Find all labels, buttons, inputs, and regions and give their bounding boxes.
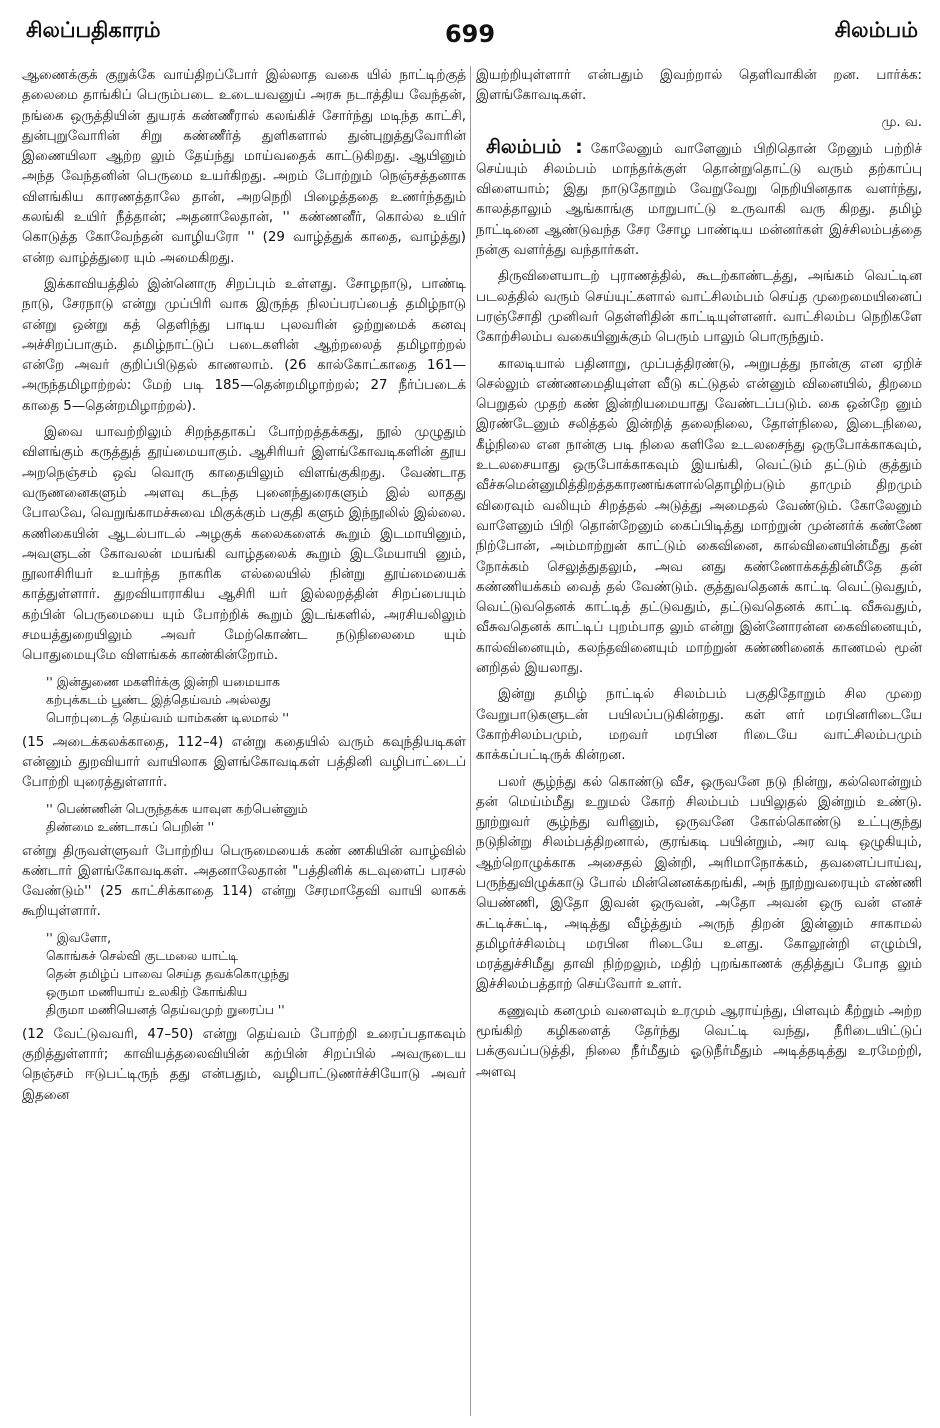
right-column [476,66,922,1418]
entry-text: கோலேனும் வாளேனும் பிறிதொன் றேனும் பற்றிச் செய்யும் சிலம்பம் மாந்தர்க்குள் தொன்றுதொட்டு வரும் தற்காப்பு விளையாம்; இது நாடுதோறும் வேறுவேறு நெறியினதாக வளர்ந்து, காலத்தாலும் ஆங்காங்கு மாறுபாட்டு உருவாகி வரு கிறது. தமிழ் நாட்டினை ஆண்டுவந்த சேர சோழ பாண்டிய மன்னர்கள் இச்சிலம்பத்தை நன்கு வளர்த்து வந்தார்கள். [476,141,922,259]
running-title-left: சிலப்பதிகாரம் [26,18,161,42]
column-divider [470,66,471,1416]
paragraph: (12 வேட்டுவவரி, 47–50) என்று தெய்வம் போற்றி உரைப்பதாகவும் குறித்துள்ளார்; காவியத்தலைவியின் கற்பின் சிறப்பில் அவருடைய நெஞ்சம் ஈடுபட்டிருந் தது என்பதும், வழிபாட்டுணர்ச்சியோடு அவர் இதனை [22,1026,466,1103]
author-initials: மு. வ. [881,114,922,130]
verse-quote: '' இவளோ, கொங்கச் செல்வி குடமலை யாட்டி தென் தமிழ்ப் பாவை செய்த தவக்கொழுந்து ஒருமா மணியாய் உலகிற் கோங்கிய திருமா மணியெனத் தெய்வமுற் றுரைப்ப '' [46,929,290,1017]
paragraph: இவை யாவற்றிலும் சிறந்ததாகப் போற்றத்தக்கது, நூல் முழுதும் விளங்கும் கருத்துத் தூய்மையாகும். ஆசிரியர் இளங்கோவடிகளின் தூய அறநெஞ்சம் ஒவ் வொரு காதையிலும் விளங்குகிறது. வேண்டாத வருணனைகளும் அளவு கடந்த புனைந்துரைகளும் இல் லாதது போலவே, வெறுங்காமச்சுவை மிகுக்கும் பகுதி களும் இந்நூலில் இல்லை. கணிகையின் ஆடல்பாடல் அழகுக் கலைகளைக் கூறும் இடமாயினும், அவளுடன் கோவலன் மயங்கி வாழ்தலைக் கூறும் இடமேயாயி னும், நூலாசிரியர் உயர்ந்த நாகரிக எல்லையில் நின்று தூய்மையைக் காத்துள்ளார். துறவியாராகிய ஆசிரி யர் இல்லறத்தின் சிறப்பையும் கற்பின் பெருமையை யும் போற்றிக் கூறும் இடங்களில், அரசியலிலும் சமயத்துறையிலும் அவர் மேற்கொண்ட நடுநிலைமை யும் பொதுமையுமே விளங்கக் காண்கின்றோம். [22,425,466,664]
paragraph: (15 அடைக்கலக்காதை, 112–4) என்று கதையில் வரும் கவுந்தியடிகள் என்னும் துறவியார் வாயிலாக இளங்கோவடிகள் பத்தினி வழிபாட்டைப் போற்றி யுரைத்துள்ளார். [22,734,466,791]
page-number: 699 [444,20,496,48]
verse-quote: '' இன்துணை மகளிர்க்கு இன்றி யமையாக கற்புக்கடம் பூண்ட இத்தெய்வம் அல்லது பொற்புடைத் தெய்வம் யாம்கண் டிலமால் '' [46,673,290,725]
verse-quote: '' பெண்ணின் பெருந்தக்க யாவுள கற்பென்னும் திண்மை உண்டாகப் பெறின் '' [46,800,308,834]
paragraph: பலர் சூழ்ந்து கல் கொண்டு வீச, ஒருவனே நடு நின்று, கல்லொன்றும் தன் மெய்ம்மீது உறுமல் கோற் சிலம்பம் பயிலுதல் இன்றும் உண்டு. நூற்றுவர் சூழ்ந்து வரினும், ஒருவனே கோல்கொண்டு உட்புகுந்து நடுநின்று சிலம்பத்திறனால், குரங்கடி பயின்றும், அர வடி ஒழுகியும், ஆற்றொழுக்காக அசைதல் இன்றி, அரிமாநோக்கம், தவளைப்பாய்வு, பருந்துவிழுக்காடு போல் மின்னெனக்கறங்கி, அந் நூற்றுவரையும் எண்ணி யெண்ணி, இதோ இவன் ஒருவன், அதோ அவன் ஒரு வன் எனச் சுட்டிச்சுட்டி, அடித்து வீழ்த்தும் அருந் திறன் இன்னும் சாகாமல் தமிழர்ச்சிலம்பு மரபின ரிடையே உளது. கோலூன்றி எழும்பி, மரத்துச்சிமீது தாவி நிற்றலும், மதிற் புறங்காணக் குதித்துப் போத லும் இச்சிலம்பத்தாற் செய்வோர் உளர். [476,774,922,993]
paragraph: கணுவும் கனமும் வளைவும் உரமும் ஆராய்ந்து, பிளவும் கீற்றும் அற்ற மூங்கிற் கழிகளைத் தேர்ந்து வெட்டி வந்து, நீரிடையிட்டுப் பக்குவப்படுத்தி, நிலை நீர்மீதும் ஓடுநீர்மீதும் அடித்தடித்து உரமேற்றி, அளவு [476,1003,922,1080]
left-column [22,66,466,1418]
paragraph: இயற்றியுள்ளார் என்பதும் இவற்றால் தெளிவாகின் றன. பார்க்க: இளங்கோவடிகள். [476,68,922,104]
paragraph: என்று திருவள்ளுவர் போற்றிய பெருமையைக் கண் ணகியின் வாழ்வில் கண்டார் இளங்கோவடிகள். அதனாலேதான் "பத்தினிக் கடவுளைப் பரசல் வேண்டும்'' (25 காட்சிக்காதை 114) என்று சேரமாதேவி வாயி லாகக் கூறியுள்ளார். [22,843,466,920]
paragraph: ஆணைக்குக் குறுக்கே வாய்திறப்போர் இல்லாத வகை யில் நாட்டிற்குத் தலைமை தாங்கிப் பெரும்படை உடையவனுய் அரசு நடாத்திய வேந்தன், நங்கை ஒருத்தியின் துயரக் கண்ணீரால் கலங்கிச் சோர்ந்து மடிந்த காட்சி, துன்புறுவோரின் சிறு கண்ணீர்த் துளிகளால் துன்புறுத்துவோரின் இணையிலா ஆற்ற லும் தேய்ந்து மாய்வதைக் காட்டுகிறது. ஆயினும் அந்த வேந்தனின் பெருமை உயர்கிறது. அறம் போற்றும் நெஞ்சத்தனாக விளங்கிய காரணத்தாலே தான், அறநெறி பிழைத்ததை உணர்ந்ததும் கலங்கி உயிர் நீத்தான்; அதனாலேதான், '' கண்ணனீர், கொல்ல உயிர் கொடுத்த கோவேந்தன் வாழியரோ '' (29 வாழ்த்துக் காதை, வாழ்த்து) என்ற வாழ்த்துரை யும் அமைகிறது. [22,68,466,266]
paragraph: காலடியால் பதினாறு, முப்பத்திரண்டு, அறுபத்து நான்கு என ஏறிச் செல்லும் எண்ணமைதியுள்ள வீடு கட்டுதல் என்னும் வினையில், திறமை பெறுதல் முதற் கண் இன்றியமையாது வேண்டப்படும். கை ஒன்றே னும் இரண்டேனும் சலித்தல் இன்றித் தலைநிலை, தோள்நிலை, இடைநிலை, கீழ்நிலை என நான்கு படி நிலை களிலே உடலசைந்து ஒருபோக்காகவும், உடலசையாது ஒருபோக்காகவும் இயங்கி, வெட்டும் தட்டும் குத்தும் வீச்சுமென்னுமித்திறத்தகாரணங்களால்தொழிற்படும் தாமும் திறமும் விரைவும் வலியும் சிறத்தல் அடுத்து அமைதல் வேண்டும். கோலேனும் வாளேனும் பிறி தொன்றேனும் கைப்பிடித்து மாற்றுன் முன்னர்க் கண்ணே நிற்போன், அம்மாற்றுன் காட்டும் கைவினை, கால்வினையின்மீது தன் நோக்கம் செலுத்துதலும், அவ னது கண்ணோக்கத்தின்மீதே தன் கண்ணியக்கம் வைத் தல் வேண்டும். குத்துவதெனக் காட்டி வெட்டுவதும், வெட்டுவதெனக் காட்டித் தட்டுவதும், தட்டுவதெனக் காட்டி வீசுவதும், வீசுவதெனக் காட்டிப் புறம்பாத லும் என்று இன்னோரன்ன கைவினையும், கால்வினையும், கலந்தவினையும் மாற்றுன் கண்ணினைக் காணமல் மூன் னறிதல் இயலாது. [476,356,922,677]
author-signature-row [476,113,922,133]
paragraph: இன்று தமிழ் நாட்டில் சிலம்பம் பகுதிதோறும் சில முறை வேறுபாடுகளுடன் பயிலப்படுகின்றது. கள் ளர் மரபினரிடையே கோற்சிலம்பமும், மறவர் மரபின ரிடையே வாட்சிலம்பமும் காக்கப்பட்டிருக் கின்றன. [476,687,922,764]
running-title-right: சிலம்பம் [834,18,918,42]
entry-paragraph [476,137,922,262]
paragraph: திருவிளையாடற் புராணத்தில், கூடற்காண்டத்து, அங்கம் வெட்டின படலத்தில் வரும் செய்யுட்களால் வாட்சிலம்பம் செய்த முறைமையினைப் பரஞ்சோதி முனிவர் தெள்ளிதின் காட்டியுள்ளனர். வாட்சிலம்ப நெறிகளே கோற்சிலம்ப வகையினுக்கும் பெரும் பாலும் பொருந்தும். [476,269,922,346]
paragraph: இக்காவியத்தில் இன்னொரு சிறப்பும் உள்ளது. சோழநாடு, பாண்டி நாடு, சேரநாடு என்று முப்பிரி வாக இருந்த நிலப்பரப்பைத் தமிழ்நாடு என்று ஒன்று கத் தெளிந்து பாடிய புலவரின் ஒற்றுமைக் கனவு அச்சிறப்பாகும். தமிழ்நாட்டுப் படைகளின் ஆற்றலைத் தமிழாற்றல் என்றே அவர் குறிப்பிடுதல் காணலாம். (26 கால்கோட்காதை 161—அருந்தமிழாற்றல்: மேற் படி 185—தென்றமிழாற்றல்; 27 நீர்ப்படைக் காதை 5—தென்றமிழாற்றல்). [22,276,466,414]
entry-heading: சிலம்பம் : [486,135,583,158]
page-header [0,0,940,60]
